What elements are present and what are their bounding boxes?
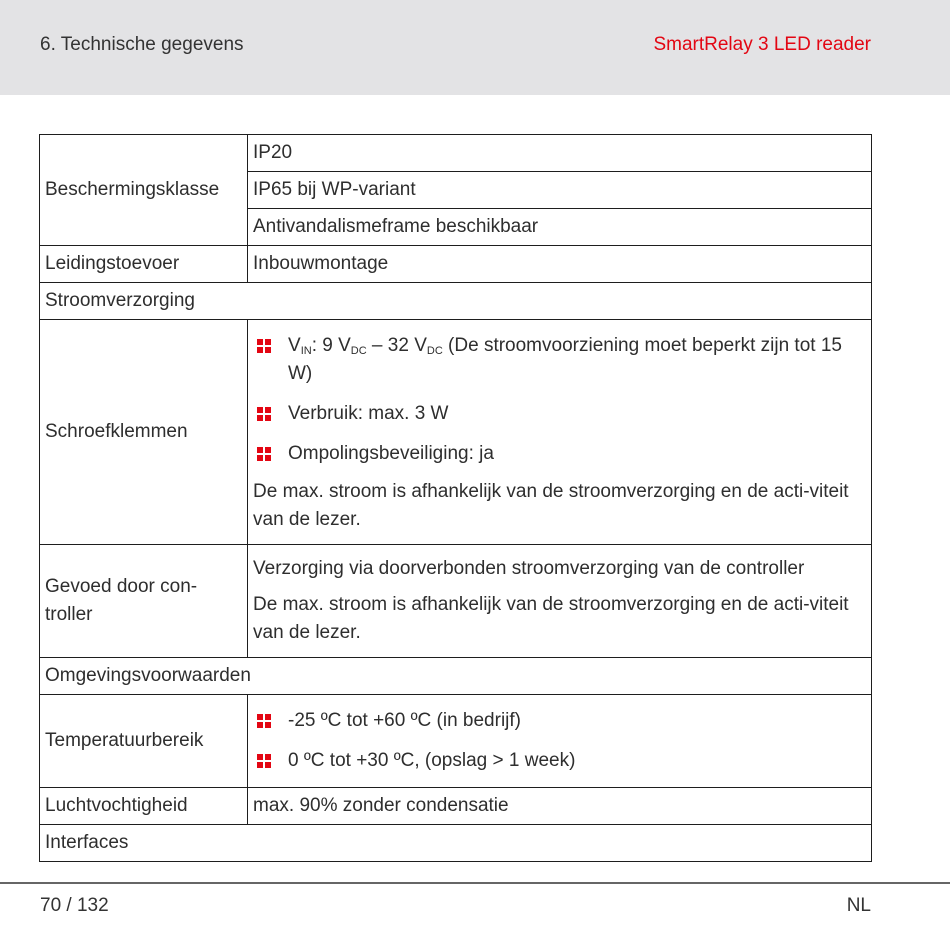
table-row <box>40 283 872 320</box>
cell-value <box>248 695 872 788</box>
row-label-temperature: Temperatuurbereik <box>40 695 248 788</box>
list-item <box>253 326 866 394</box>
product-name: SmartRelay 3 LED reader <box>653 34 871 55</box>
cell-value: IP20 <box>248 135 872 172</box>
table-row <box>40 545 872 658</box>
footer-divider <box>0 882 950 884</box>
spec-table <box>39 134 872 862</box>
table-row <box>40 788 872 825</box>
row-label-controller-powered: Gevoed door con-troller <box>40 545 248 658</box>
row-label-cabling: Leidingstoevoer <box>40 246 248 283</box>
cell-value: Antivandalismeframe beschikbaar <box>248 209 872 246</box>
language-code: NL <box>846 895 871 916</box>
section-row-power: Stroomverzorging <box>40 283 872 320</box>
voltage-text: $V_{IN}$: 9 $V_{DC} - 32$ $V_{DC}$ (De stroomvoorziening moet beperkt zijn tot 15 W) <box>288 335 842 384</box>
note-text: De max. stroom is afhankelijk van de stroomverzorging en de acti-viteit van de lezer. <box>253 594 849 643</box>
cell-value <box>248 320 872 545</box>
list-item: Ompolingsbeveiliging: ja <box>253 434 866 474</box>
cell-value: IP65 bij WP-variant <box>248 172 872 209</box>
bullet-icon <box>257 407 271 421</box>
cell-value: Inbouwmontage <box>248 246 872 283</box>
page-header <box>0 0 950 95</box>
bullet-icon <box>257 754 271 768</box>
table-row <box>40 658 872 695</box>
bullet-icon <box>257 339 271 353</box>
section-row-interfaces: Interfaces <box>40 825 872 862</box>
bullet-icon <box>257 714 271 728</box>
table-row <box>40 135 872 172</box>
cell-value: max. 90% zonder condensatie <box>248 788 872 825</box>
row-label-screw-terminals: Schroefklemmen <box>40 320 248 545</box>
table-row <box>40 246 872 283</box>
list-item: -25 ºC tot +60 ºC (in bedrijf) <box>253 701 866 741</box>
table-row <box>40 825 872 862</box>
row-label-humidity: Luchtvochtigheid <box>40 788 248 825</box>
cell-value: Verzorging via doorverbonden stroomverzorging van de controller De max. stroom is afhankelijk van de stroomverzorging en de acti-viteit van de lezer. <box>248 545 872 658</box>
table-row <box>40 320 872 545</box>
page-number: 70 / 132 <box>40 895 109 916</box>
row-label-protection: Beschermingsklasse <box>40 135 248 246</box>
section-title: 6. Technische gegevens <box>40 34 244 55</box>
list-item: Verbruik: max. 3 W <box>253 394 866 434</box>
note-text: De max. stroom is afhankelijk van de stroomverzorging en de acti-viteit van de lezer. <box>253 481 849 530</box>
bullet-icon <box>257 447 271 461</box>
list-item: 0 ºC tot +30 ºC, (opslag > 1 week) <box>253 741 866 781</box>
section-row-environment: Omgevingsvoorwaarden <box>40 658 872 695</box>
table-row <box>40 695 872 788</box>
